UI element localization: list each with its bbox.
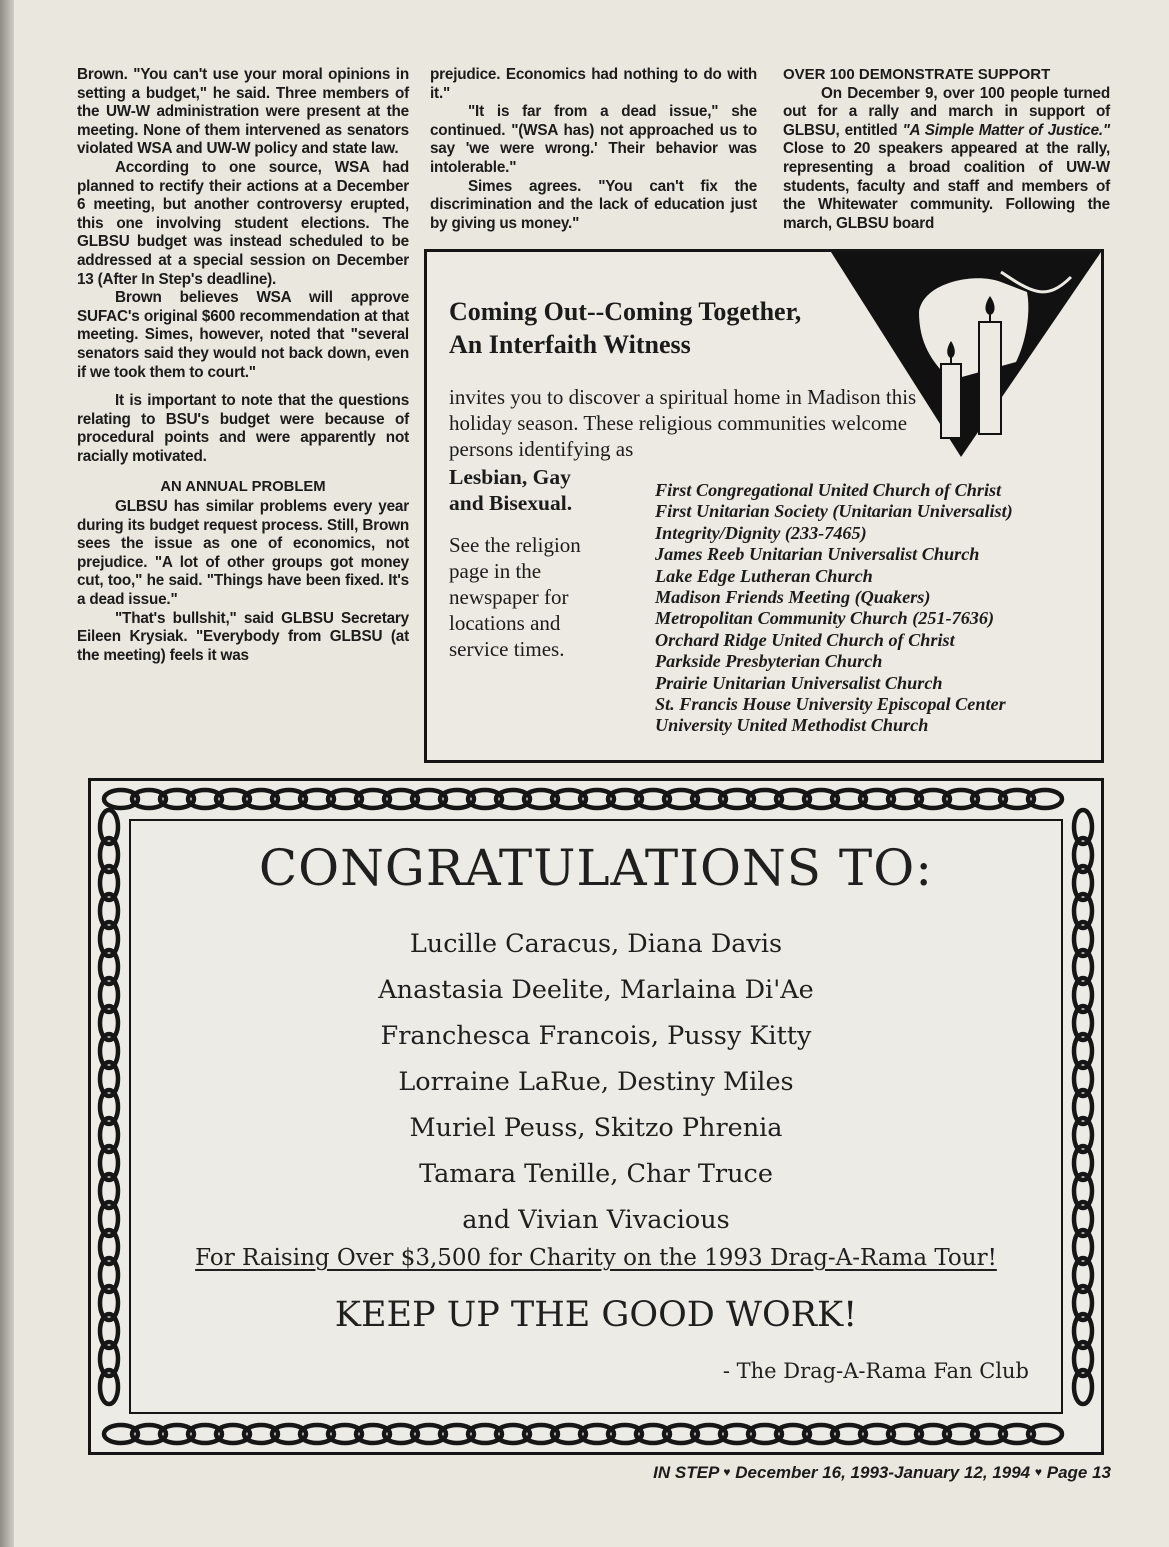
heart-icon: ♥ xyxy=(1034,1465,1042,1479)
church-item: St. Francis House University Episcopal Center xyxy=(655,694,1006,715)
names-line: Anastasia Deelite, Marlaina Di'Ae xyxy=(378,975,814,1005)
ad-title-line: An Interfaith Witness xyxy=(449,330,691,359)
page-number: Page 13 xyxy=(1046,1463,1111,1482)
subheading: AN ANNUAL PROBLEM xyxy=(160,479,326,496)
page-binding-shadow xyxy=(0,0,14,1547)
ad-identity-label xyxy=(449,464,572,516)
church-item: Orchard Ridge United Church of Christ xyxy=(655,629,955,650)
ad-identity-line: and Bisexual. xyxy=(449,491,573,515)
article-column-3 xyxy=(783,66,1110,233)
congratulations-heading: CONGRATULATIONS TO: xyxy=(258,839,934,897)
publication-name: IN STEP xyxy=(653,1463,719,1482)
church-item: Madison Friends Meeting (Quakers) xyxy=(655,587,931,608)
names-line: Muriel Peuss, Skitzo Phrenia xyxy=(409,1113,783,1143)
reason-line: For Raising Over $3,500 for Charity on the 1993 Drag-A-Rama Tour! xyxy=(195,1245,997,1271)
church-item: Metropolitan Community Church (251-7636) xyxy=(655,608,995,629)
paragraph xyxy=(783,85,1110,234)
church-item: University United Methodist Church xyxy=(655,715,929,736)
names-line: Tamara Tenille, Char Truce xyxy=(419,1159,773,1189)
ad-intro: invites you to discover a spiritual home in Madison this holiday season. These religious communities welcome persons identifying as xyxy=(449,385,917,461)
note-line: newspaper for xyxy=(449,585,569,609)
names-line: Lorraine LaRue, Destiny Miles xyxy=(398,1067,794,1097)
paragraph: According to one source, WSA had planned to rectify their actions at a December 6 meeting, but another controversy erupted, this one involving student elections. The GLBSU budget was instead scheduled to be addressed at a special session on December 13 (After In Step's deadline). xyxy=(77,158,409,288)
paragraph: "That's bullshit," said GLBSU Secretary Eileen Krysiak. "Everybody from GLBSU (at the meeting) feels it was xyxy=(77,609,409,664)
ad-title xyxy=(449,295,801,361)
ad-identity-line: Lesbian, Gay xyxy=(449,465,571,489)
event-title: "A Simple Matter of Justice." xyxy=(902,121,1110,139)
paragraph: "It is far from a dead issue," she continued. "(WSA has) not approached us to say 'we were wrong.' Their behavior was intolerable." xyxy=(430,103,757,176)
heart-icon: ♥ xyxy=(723,1465,731,1479)
article-column-1 xyxy=(77,66,409,665)
paragraph: Brown. "You can't use your moral opinions in setting a budget," he said. Three members of the UW-W administration were present at the meeting. None of them intervened as senators violated WSA and UW-W policy and state law. xyxy=(77,66,409,158)
page-footer xyxy=(653,1463,1111,1483)
names-line: Lucille Caracus, Diana Davis xyxy=(409,929,783,959)
church-item: James Reeb Unitarian Universalist Church xyxy=(655,544,980,565)
candles-triangle-icon xyxy=(831,252,1101,462)
paragraph-text: Close to 20 speakers appeared at the rally, representing a broad coalition of UW-W students, faculty and staff and members of the Whitewater community. Following the march, GLBSU board xyxy=(783,140,1110,232)
article-column-2 xyxy=(430,66,757,233)
church-item: Parkside Presbyterian Church xyxy=(655,651,883,672)
paragraph: GLBSU has similar problems every year during its budget request process. Still, Brown sees the issue as one of economics, not prejudice. "A lot of other groups got money cut, too," he said. "Things have been fixed. It's a dead issue." xyxy=(77,498,409,609)
congratulations-ad xyxy=(88,778,1104,1455)
paragraph-text: On December 9, over 100 people turned out for a rally and march in support of GLBSU, entitled xyxy=(783,84,1110,139)
note-line: service times. xyxy=(449,637,565,661)
section-heading: OVER 100 DEMONSTRATE SUPPORT xyxy=(783,66,1051,83)
signoff: - The Drag-A-Rama Fan Club xyxy=(722,1359,1029,1383)
note-line: locations and xyxy=(449,611,561,635)
church-item: Lake Edge Lutheran Church xyxy=(655,565,873,586)
church-item: First Unitarian Society (Unitarian Universalist) xyxy=(655,501,1013,522)
paragraph: Simes agrees. "You can't fix the discrimination and the lack of education just by giving us money." xyxy=(430,177,757,232)
keep-up-heading: KEEP UP THE GOOD WORK! xyxy=(334,1295,858,1335)
church-item: Integrity/Dignity (233-7465) xyxy=(655,522,867,543)
paragraph: It is important to note that the questions relating to BSU's budget were because of procedural points and were apparently not racially motivated. xyxy=(77,392,409,465)
ad-title-line: Coming Out--Coming Together, xyxy=(449,297,802,326)
note-line: See the religion xyxy=(449,533,581,557)
church-list xyxy=(655,480,1013,737)
names-line: and Vivian Vivacious xyxy=(462,1205,730,1235)
paragraph: Brown believes WSA will approve SUFAC's original $600 recommendation at that meeting. Simes, however, noted that "several senators said they would not back down, even if we took them to court." xyxy=(77,289,409,381)
paragraph: prejudice. Economics had nothing to do with it." xyxy=(430,66,757,102)
names-line: Franchesca Francois, Pussy Kitty xyxy=(380,1021,812,1051)
ad-see-religion-note xyxy=(449,532,581,662)
church-item: Prairie Unitarian Universalist Church xyxy=(655,672,943,693)
issue-dates: December 16, 1993-January 12, 1994 xyxy=(735,1463,1031,1482)
honoree-names xyxy=(91,921,1101,1243)
note-line: page in the xyxy=(449,559,542,583)
interfaith-ad xyxy=(424,249,1104,763)
church-item: First Congregational United Church of Christ xyxy=(655,480,1002,500)
